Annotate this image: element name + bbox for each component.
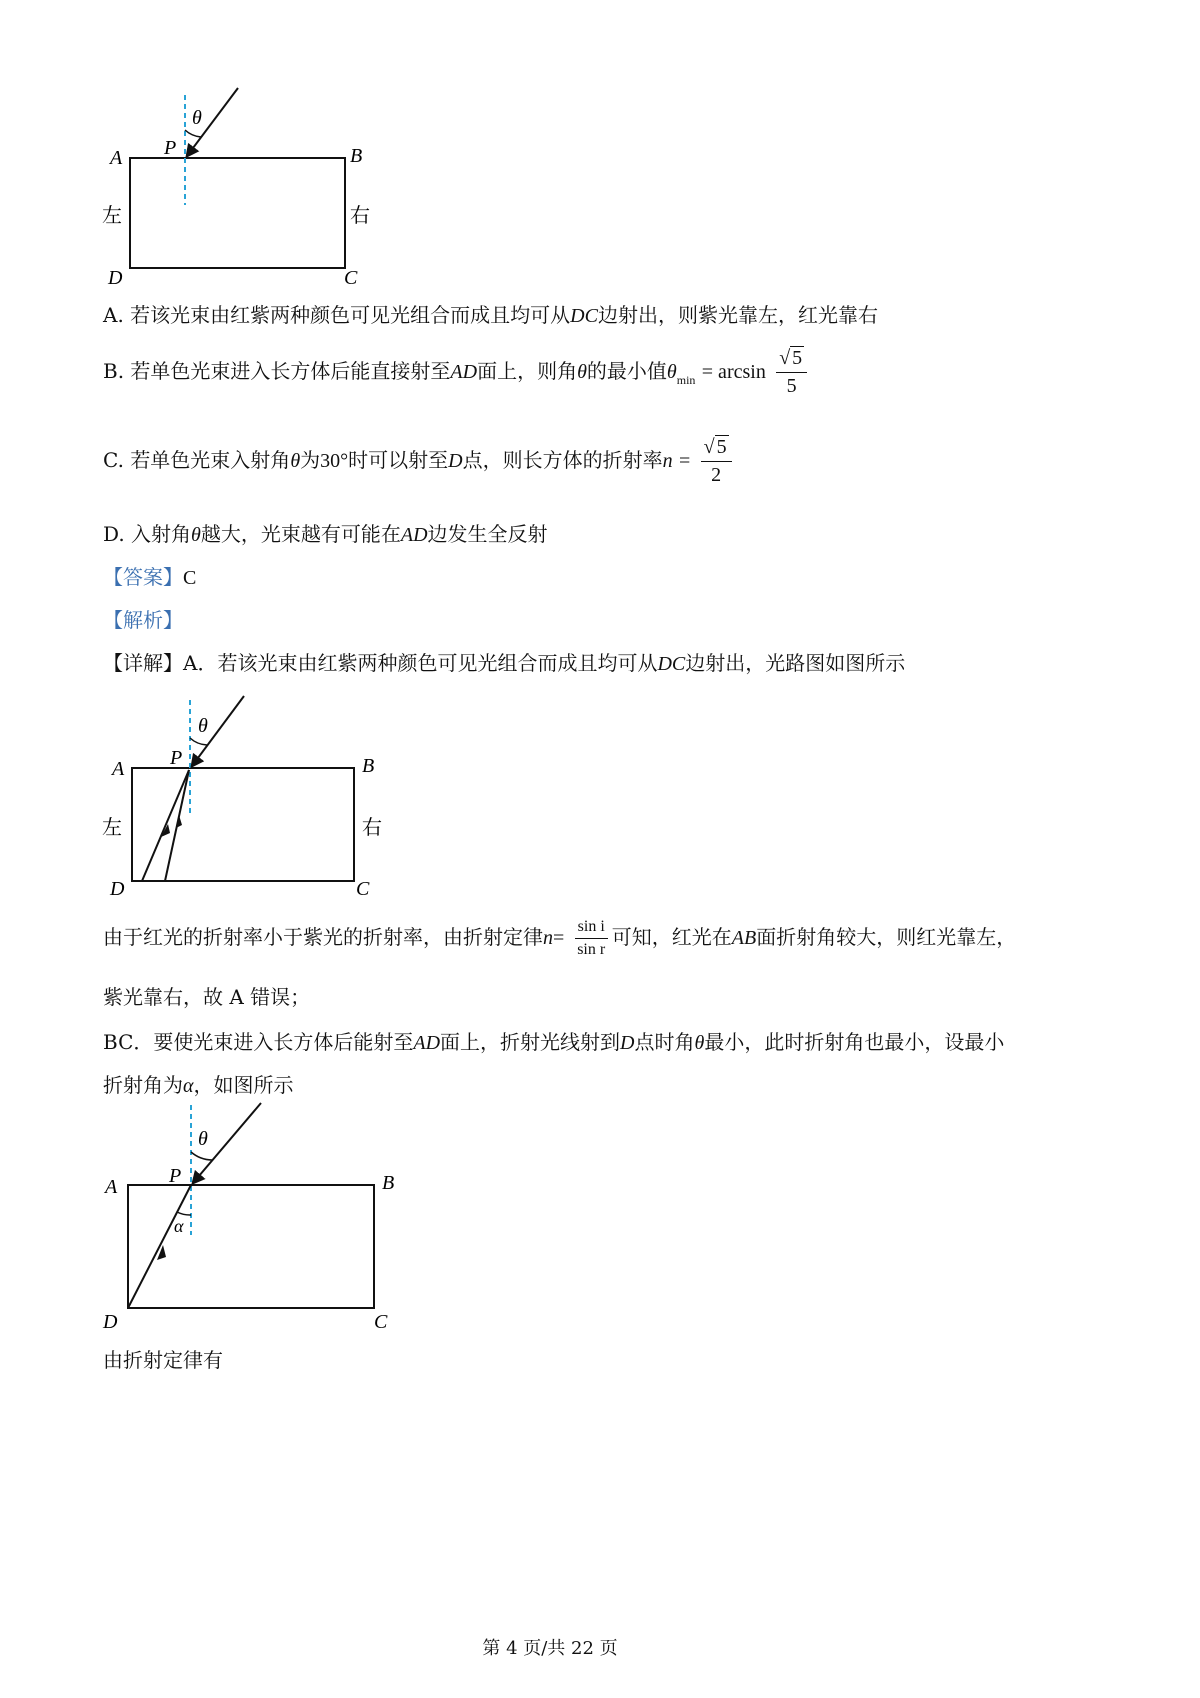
label-d: D bbox=[110, 878, 125, 900]
option-a-label: A. bbox=[103, 303, 124, 327]
angle-arc bbox=[190, 738, 207, 745]
option-d-label: D. bbox=[103, 522, 125, 546]
label-a: A bbox=[112, 758, 125, 780]
label-p: P bbox=[170, 747, 183, 769]
option-b-sqrt-num: 5 bbox=[792, 347, 803, 369]
option-b-text3: 的最小值 bbox=[586, 359, 667, 383]
option-c-eq: = bbox=[678, 450, 691, 472]
option-c-label: C. bbox=[103, 448, 124, 472]
option-c-text4: 点，则长方体的折射率 bbox=[462, 448, 663, 472]
para2-alpha: α bbox=[183, 1075, 194, 1097]
para1-frac-den: sin r bbox=[577, 941, 606, 958]
label-p: P bbox=[164, 137, 177, 159]
label-d: D bbox=[108, 267, 123, 289]
page-footer bbox=[0, 1634, 1100, 1660]
label-b: B bbox=[362, 755, 375, 777]
analysis-tag: 【解析】 bbox=[103, 608, 183, 632]
option-b-text1: 若单色光束进入长方体后能直接射至 bbox=[130, 359, 451, 383]
angle-alpha-arc bbox=[177, 1212, 191, 1215]
option-d-text3: 边发生全反射 bbox=[427, 522, 548, 546]
label-c: C bbox=[374, 1311, 388, 1333]
option-d bbox=[103, 518, 548, 547]
answer-tag: 【答案】 bbox=[103, 565, 183, 589]
para2-line2a: 折射角为 bbox=[103, 1073, 183, 1097]
option-b-label: B. bbox=[103, 359, 125, 383]
label-theta: θ bbox=[198, 1128, 208, 1150]
rectangle-abcd bbox=[130, 158, 345, 268]
option-a-var: DC bbox=[570, 305, 598, 327]
option-c-fraction: $\frac{√ 5}{2}$ bbox=[701, 436, 732, 487]
answer-value: C bbox=[183, 567, 197, 589]
option-c-den: 2 bbox=[711, 464, 722, 486]
para1-frac-num: sin i bbox=[575, 918, 608, 939]
label-p: P bbox=[169, 1165, 182, 1187]
option-c-theta: θ bbox=[290, 450, 301, 472]
label-d: D bbox=[103, 1311, 118, 1333]
option-d-text2: 越大，光束越有可能在 bbox=[200, 522, 401, 546]
label-c: C bbox=[356, 878, 370, 900]
paragraph-3 bbox=[103, 1344, 223, 1373]
para2-text3: 点时角 bbox=[634, 1030, 695, 1054]
rectangle-abcd bbox=[128, 1185, 374, 1308]
angle-theta-arc bbox=[191, 1152, 212, 1160]
option-a bbox=[103, 299, 878, 328]
option-c bbox=[103, 436, 736, 487]
paragraph-2-line-1 bbox=[103, 1026, 1004, 1055]
figure-2 bbox=[100, 690, 400, 905]
label-alpha: α bbox=[174, 1216, 184, 1236]
option-d-text1: 入射角 bbox=[131, 522, 192, 546]
option-d-theta: θ bbox=[191, 524, 201, 546]
label-a: A bbox=[110, 147, 123, 169]
option-c-var: D bbox=[448, 450, 463, 472]
paragraph-1-line-2 bbox=[103, 981, 310, 1010]
label-left: 左 bbox=[102, 817, 122, 839]
option-c-text2: 为 bbox=[300, 448, 321, 472]
label-c: C bbox=[344, 267, 358, 289]
detail-text2: 边射出，光路图如图所示 bbox=[685, 651, 906, 675]
para1-fraction bbox=[575, 918, 608, 959]
option-c-text3: 时可以射至 bbox=[348, 448, 449, 472]
detail-var: DC bbox=[657, 653, 686, 675]
label-left: 左 bbox=[102, 205, 122, 227]
option-c-n: n bbox=[662, 450, 673, 472]
option-c-text1: 若单色光束入射角 bbox=[130, 448, 291, 472]
para1-var: AB bbox=[731, 927, 757, 949]
option-c-angle: 30° bbox=[320, 450, 349, 472]
angle-arc bbox=[185, 130, 201, 137]
option-b-min-sub: min bbox=[676, 373, 696, 387]
label-theta: θ bbox=[192, 107, 202, 129]
option-b-fraction: $\frac{√ 5}{5}$ bbox=[776, 347, 807, 398]
para1-n: n bbox=[543, 927, 553, 949]
refracted-ray bbox=[128, 1185, 191, 1308]
option-d-var: AD bbox=[400, 524, 428, 546]
para1-text1: 由于红光的折射率小于紫光的折射率，由折射定律 bbox=[103, 925, 543, 949]
option-b-eq: = arcsin bbox=[701, 361, 766, 383]
para1-line2: 紫光靠右，故 A 错误； bbox=[103, 985, 311, 1009]
para2-var2: D bbox=[620, 1032, 635, 1054]
para2-text4: 最小，此时折射角也最小，设最小 bbox=[704, 1030, 1005, 1054]
paragraph-2-line-2 bbox=[103, 1069, 294, 1098]
analysis-line bbox=[103, 604, 183, 633]
option-b-var: AD bbox=[450, 361, 478, 383]
label-right: 右 bbox=[362, 817, 382, 839]
option-b-text2: 面上，则角 bbox=[477, 359, 578, 383]
figure-1 bbox=[100, 80, 400, 295]
option-a-text1: 若该光束由红紫两种颜色可见光组合而成且均可从 bbox=[130, 303, 571, 327]
label-b: B bbox=[382, 1172, 395, 1194]
para2-text2: 面上，折射光线射到 bbox=[440, 1030, 621, 1054]
option-b-theta: θ bbox=[577, 361, 587, 383]
label-right: 右 bbox=[350, 205, 370, 227]
option-b bbox=[103, 347, 811, 398]
para1-text3: 面折射角较大，则红光靠左， bbox=[756, 925, 1017, 949]
para1-text2: 可知，红光在 bbox=[611, 925, 732, 949]
para2-line2b: ，如图所示 bbox=[193, 1073, 294, 1097]
option-c-sqrt-num: 5 bbox=[716, 436, 727, 458]
para1-eq: = bbox=[553, 927, 565, 949]
para2-text1: BC．要使光束进入长方体后能射至 bbox=[103, 1030, 414, 1054]
label-b: B bbox=[350, 145, 363, 167]
para2-var1: AD bbox=[413, 1032, 441, 1054]
page-number: 第 4 页/共 22 页 bbox=[482, 1638, 618, 1659]
label-theta: θ bbox=[198, 715, 208, 737]
detail-tag: 【详解】 bbox=[103, 651, 183, 675]
answer-line bbox=[103, 561, 196, 590]
para2-theta: θ bbox=[694, 1032, 705, 1054]
para3-text: 由折射定律有 bbox=[103, 1348, 223, 1372]
detail-line bbox=[103, 647, 905, 676]
option-a-text2: 边射出，则紫光靠左，红光靠右 bbox=[597, 303, 878, 327]
option-b-theta-min: θ bbox=[666, 361, 677, 383]
violet-ray bbox=[142, 770, 189, 881]
option-b-den: 5 bbox=[786, 375, 797, 397]
label-a: A bbox=[105, 1176, 118, 1198]
figure-3 bbox=[95, 1100, 415, 1340]
paragraph-1-line-1 bbox=[103, 918, 1016, 959]
detail-text1: A．若该光束由红紫两种颜色可见光组合而成且均可从 bbox=[183, 651, 658, 675]
